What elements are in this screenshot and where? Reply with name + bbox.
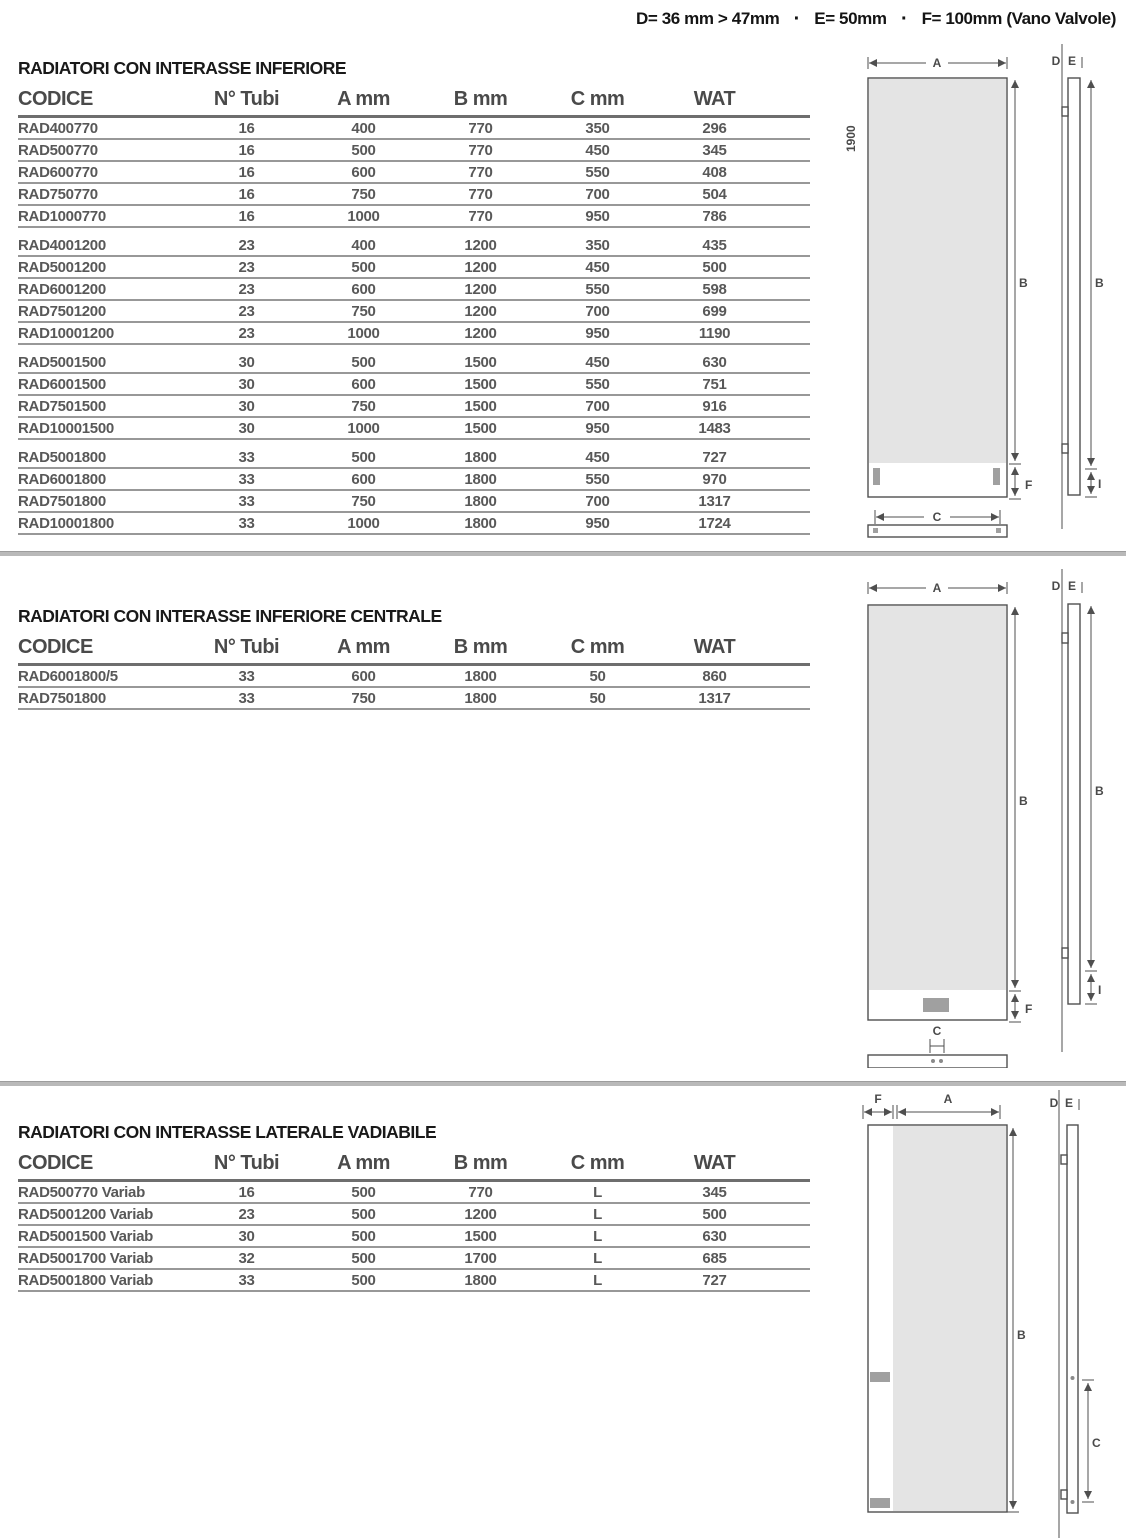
- column-header: CODICE: [18, 636, 93, 658]
- codice-cell: RAD10001800: [18, 514, 114, 532]
- dim-b-label: B: [1019, 276, 1028, 290]
- value-cell: 770: [468, 163, 493, 181]
- codice-cell: RAD400770: [18, 119, 98, 137]
- value-cell: 770: [468, 185, 493, 203]
- section-interasse-inferiore: [18, 58, 810, 535]
- column-header: B mm: [453, 636, 508, 658]
- side-view: [1050, 1090, 1101, 1538]
- value-cell: 30: [238, 375, 255, 393]
- dim-c-label: C: [1092, 1436, 1101, 1450]
- codice-cell: RAD5001200: [18, 258, 106, 276]
- dim-a-label: A: [932, 56, 942, 70]
- value-cell: 30: [238, 353, 255, 371]
- column-header: B mm: [453, 1152, 508, 1174]
- value-cell: 30: [238, 1227, 255, 1245]
- value-cell: 435: [702, 236, 727, 254]
- value-cell: 500: [351, 448, 376, 466]
- section-interasse-laterale-variabile: [18, 1122, 810, 1292]
- side-view: [1052, 44, 1104, 529]
- value-cell: 699: [702, 302, 727, 320]
- value-cell: 30: [238, 397, 255, 415]
- value-cell: 950: [585, 514, 610, 532]
- value-cell: 1800: [464, 492, 497, 510]
- value-cell: 350: [585, 236, 610, 254]
- value-cell: 500: [702, 1205, 727, 1223]
- value-cell: 1200: [464, 1205, 497, 1223]
- value-cell: L: [593, 1227, 602, 1245]
- value-cell: 30: [238, 419, 255, 437]
- value-cell: 32: [238, 1249, 255, 1267]
- codice-cell: RAD7501500: [18, 397, 106, 415]
- dim-a-label: A: [943, 1092, 953, 1106]
- value-cell: 33: [238, 514, 255, 532]
- table-row: [18, 301, 810, 323]
- value-cell: 1200: [464, 258, 497, 276]
- value-cell: 33: [238, 689, 255, 707]
- dim-b-label: B: [1019, 794, 1028, 808]
- value-cell: 500: [351, 1183, 376, 1201]
- value-cell: 770: [468, 207, 493, 225]
- value-cell: 408: [702, 163, 727, 181]
- codice-cell: RAD600770: [18, 163, 98, 181]
- value-cell: 1000: [347, 514, 380, 532]
- value-cell: 600: [351, 375, 376, 393]
- value-cell: 750: [351, 689, 376, 707]
- front-view: [863, 1092, 1026, 1512]
- value-cell: 770: [468, 141, 493, 159]
- value-cell: 1800: [464, 689, 497, 707]
- value-cell: 550: [585, 163, 610, 181]
- codice-cell: RAD1000770: [18, 207, 106, 225]
- column-header: C mm: [570, 1152, 625, 1174]
- value-cell: 33: [238, 470, 255, 488]
- table-row: [18, 1182, 810, 1204]
- codice-cell: RAD6001200: [18, 280, 106, 298]
- value-cell: 1317: [698, 689, 731, 707]
- table-row: [18, 184, 810, 206]
- value-cell: 751: [702, 375, 727, 393]
- value-cell: 23: [238, 324, 255, 342]
- column-header: B mm: [453, 88, 508, 110]
- value-cell: 600: [351, 280, 376, 298]
- value-cell: 500: [351, 1227, 376, 1245]
- table-row: [18, 666, 810, 688]
- codice-cell: RAD10001200: [18, 324, 114, 342]
- dim-h-mark: [930, 1039, 944, 1053]
- value-cell: 1800: [464, 667, 497, 685]
- column-header: A mm: [337, 1152, 390, 1174]
- codice-cell: RAD6001800: [18, 470, 106, 488]
- value-cell: 1800: [464, 470, 497, 488]
- dim-i-label: I: [1098, 983, 1102, 997]
- value-cell: 16: [238, 1183, 255, 1201]
- codice-cell: RAD5001800 Variab: [18, 1271, 153, 1289]
- table-row: [18, 491, 810, 513]
- dimension-specs: [636, 9, 1116, 29]
- table-row: [18, 418, 810, 440]
- value-cell: 950: [585, 324, 610, 342]
- value-cell: 1200: [464, 302, 497, 320]
- codice-cell: RAD750770: [18, 185, 98, 203]
- row-group: [18, 447, 810, 535]
- value-cell: 500: [702, 258, 727, 276]
- value-cell: 1200: [464, 236, 497, 254]
- value-cell: 23: [238, 1205, 255, 1223]
- diagram-bottom-center-connections: [826, 563, 1126, 1068]
- value-cell: 786: [702, 207, 727, 225]
- codice-cell: RAD5001800: [18, 448, 106, 466]
- dim-c-label: C: [932, 1024, 942, 1038]
- row-group: [18, 1182, 810, 1292]
- table-body: [18, 118, 810, 535]
- value-cell: 16: [238, 185, 255, 203]
- value-cell: 1800: [464, 448, 497, 466]
- value-cell: 504: [702, 185, 727, 203]
- value-cell: L: [593, 1249, 602, 1267]
- column-header: N° Tubi: [213, 636, 280, 658]
- table-row: [18, 374, 810, 396]
- separator-dot: ·: [793, 8, 800, 30]
- codice-cell: RAD6001800/5: [18, 667, 118, 685]
- codice-cell: RAD5001500 Variab: [18, 1227, 153, 1245]
- value-cell: 1000: [347, 419, 380, 437]
- value-cell: 500: [351, 1205, 376, 1223]
- value-cell: 1200: [464, 324, 497, 342]
- codice-cell: RAD7501200: [18, 302, 106, 320]
- value-cell: 345: [702, 1183, 727, 1201]
- value-cell: 450: [585, 141, 610, 159]
- codice-cell: RAD5001700 Variab: [18, 1249, 153, 1267]
- codice-cell: RAD10001500: [18, 419, 114, 437]
- value-cell: 450: [585, 258, 610, 276]
- column-header: CODICE: [18, 1152, 93, 1174]
- row-group: [18, 666, 810, 710]
- value-cell: 1800: [464, 1271, 497, 1289]
- table-row: [18, 688, 810, 710]
- value-cell: 1500: [464, 353, 497, 371]
- table-row: [18, 513, 810, 535]
- section-title: RADIATORI CON INTERASSE INFERIORE: [18, 58, 347, 78]
- value-cell: 750: [351, 185, 376, 203]
- table-row: [18, 235, 810, 257]
- value-cell: 296: [702, 119, 727, 137]
- dim-e-label: E: [1064, 1096, 1074, 1110]
- value-cell: 750: [351, 302, 376, 320]
- table-header-row: [18, 84, 810, 118]
- table-row: [18, 1248, 810, 1270]
- dim-d-label: D: [1051, 579, 1061, 593]
- dim-d-label: D: [1051, 54, 1061, 68]
- section-divider: [0, 551, 1126, 556]
- value-cell: 1000: [347, 207, 380, 225]
- value-cell: 33: [238, 492, 255, 510]
- value-cell: 630: [702, 353, 727, 371]
- value-cell: 345: [702, 141, 727, 159]
- value-cell: 916: [702, 397, 727, 415]
- value-cell: 1700: [464, 1249, 497, 1267]
- value-cell: 16: [238, 207, 255, 225]
- value-cell: 1200: [464, 280, 497, 298]
- value-cell: 16: [238, 141, 255, 159]
- column-header: A mm: [337, 636, 390, 658]
- dim-c-label: C: [932, 510, 942, 524]
- table-row: [18, 257, 810, 279]
- spec-f: F= 100mm (Vano Valvole): [921, 9, 1116, 28]
- value-cell: 1483: [698, 419, 731, 437]
- value-cell: 16: [238, 119, 255, 137]
- column-header: N° Tubi: [213, 88, 280, 110]
- diagram-lateral-variable-connections: [826, 1090, 1126, 1538]
- codice-cell: RAD6001500: [18, 375, 106, 393]
- column-header: WAT: [693, 88, 736, 110]
- total-height-label: 1900: [844, 125, 858, 152]
- value-cell: 700: [585, 302, 610, 320]
- value-cell: 550: [585, 375, 610, 393]
- spec-e: E= 50mm: [814, 9, 887, 28]
- value-cell: 1500: [464, 397, 497, 415]
- value-cell: 450: [585, 448, 610, 466]
- row-group: [18, 118, 810, 228]
- value-cell: 450: [585, 353, 610, 371]
- value-cell: 600: [351, 470, 376, 488]
- value-cell: 770: [468, 1183, 493, 1201]
- codice-cell: RAD4001200: [18, 236, 106, 254]
- table-body: [18, 1182, 810, 1292]
- value-cell: 630: [702, 1227, 727, 1245]
- column-header: WAT: [693, 636, 736, 658]
- dim-b-label: B: [1095, 276, 1104, 290]
- dim-a-label: A: [932, 581, 942, 595]
- value-cell: 770: [468, 119, 493, 137]
- table-row: [18, 1270, 810, 1292]
- value-cell: 23: [238, 258, 255, 276]
- column-header: N° Tubi: [213, 1152, 280, 1174]
- table-row: [18, 1204, 810, 1226]
- value-cell: L: [593, 1183, 602, 1201]
- dim-f-label: F: [874, 1092, 882, 1106]
- value-cell: 23: [238, 302, 255, 320]
- table-body: [18, 666, 810, 710]
- value-cell: 33: [238, 448, 255, 466]
- value-cell: 950: [585, 419, 610, 437]
- value-cell: 500: [351, 1271, 376, 1289]
- section-title: RADIATORI CON INTERASSE INFERIORE CENTRALE: [18, 606, 442, 626]
- value-cell: 500: [351, 141, 376, 159]
- value-cell: 400: [351, 119, 376, 137]
- codice-cell: RAD5001200 Variab: [18, 1205, 153, 1223]
- dim-b-label: B: [1095, 784, 1104, 798]
- value-cell: 50: [589, 667, 606, 685]
- dim-b-label: B: [1017, 1328, 1026, 1342]
- codice-cell: RAD500770 Variab: [18, 1183, 145, 1201]
- table-row: [18, 279, 810, 301]
- value-cell: 1000: [347, 324, 380, 342]
- dim-i-label: I: [1098, 477, 1102, 491]
- table-row: [18, 206, 810, 228]
- value-cell: 500: [351, 1249, 376, 1267]
- value-cell: 700: [585, 397, 610, 415]
- row-group: [18, 235, 810, 345]
- table-row: [18, 396, 810, 418]
- spec-d: D= 36 mm > 47mm: [636, 9, 780, 28]
- table-row: [18, 352, 810, 374]
- dim-e-label: E: [1067, 579, 1077, 593]
- value-cell: 350: [585, 119, 610, 137]
- value-cell: 23: [238, 236, 255, 254]
- value-cell: L: [593, 1271, 602, 1289]
- table-row: [18, 1226, 810, 1248]
- section-divider: [0, 1081, 1126, 1086]
- side-view: [1052, 569, 1104, 1052]
- value-cell: 1800: [464, 514, 497, 532]
- dim-e-label: E: [1067, 54, 1077, 68]
- dim-d-label: D: [1049, 1096, 1059, 1110]
- diagram-bottom-side-connections: [826, 40, 1126, 548]
- value-cell: 727: [702, 1271, 727, 1289]
- table-row: [18, 323, 810, 345]
- table-row: [18, 118, 810, 140]
- column-header: C mm: [570, 88, 625, 110]
- value-cell: 550: [585, 470, 610, 488]
- table-row: [18, 469, 810, 491]
- table-row: [18, 447, 810, 469]
- value-cell: 16: [238, 163, 255, 181]
- section-interasse-inferiore-centrale: [18, 606, 810, 710]
- value-cell: 600: [351, 667, 376, 685]
- value-cell: 500: [351, 353, 376, 371]
- dim-f-label: F: [1025, 478, 1033, 492]
- value-cell: 600: [351, 163, 376, 181]
- column-header: WAT: [693, 1152, 736, 1174]
- value-cell: 550: [585, 280, 610, 298]
- value-cell: 50: [589, 689, 606, 707]
- value-cell: 700: [585, 185, 610, 203]
- value-cell: 1500: [464, 375, 497, 393]
- value-cell: L: [593, 1205, 602, 1223]
- value-cell: 950: [585, 207, 610, 225]
- value-cell: 1724: [698, 514, 731, 532]
- value-cell: 500: [351, 258, 376, 276]
- value-cell: 700: [585, 492, 610, 510]
- value-cell: 685: [702, 1249, 727, 1267]
- value-cell: 400: [351, 236, 376, 254]
- value-cell: 970: [702, 470, 727, 488]
- table-row: [18, 162, 810, 184]
- row-group: [18, 352, 810, 440]
- table-row: [18, 140, 810, 162]
- value-cell: 750: [351, 397, 376, 415]
- value-cell: 727: [702, 448, 727, 466]
- value-cell: 860: [702, 667, 727, 685]
- front-view: [868, 581, 1032, 1068]
- codice-cell: RAD7501800: [18, 492, 106, 510]
- front-view: [844, 56, 1032, 537]
- column-header: CODICE: [18, 88, 93, 110]
- value-cell: 598: [702, 280, 727, 298]
- value-cell: 750: [351, 492, 376, 510]
- value-cell: 33: [238, 667, 255, 685]
- codice-cell: RAD500770: [18, 141, 98, 159]
- value-cell: 1317: [698, 492, 731, 510]
- value-cell: 33: [238, 1271, 255, 1289]
- codice-cell: RAD5001500: [18, 353, 106, 371]
- section-title: RADIATORI CON INTERASSE LATERALE VADIABILE: [18, 1122, 437, 1142]
- value-cell: 1190: [698, 324, 731, 342]
- dim-f-label: F: [1025, 1002, 1033, 1016]
- value-cell: 23: [238, 280, 255, 298]
- separator-dot: ·: [900, 8, 908, 30]
- codice-cell: RAD7501800: [18, 689, 106, 707]
- table-header-row: [18, 632, 810, 666]
- column-header: A mm: [337, 88, 390, 110]
- value-cell: 1500: [464, 1227, 497, 1245]
- value-cell: 1500: [464, 419, 497, 437]
- column-header: C mm: [570, 636, 625, 658]
- table-header-row: [18, 1148, 810, 1182]
